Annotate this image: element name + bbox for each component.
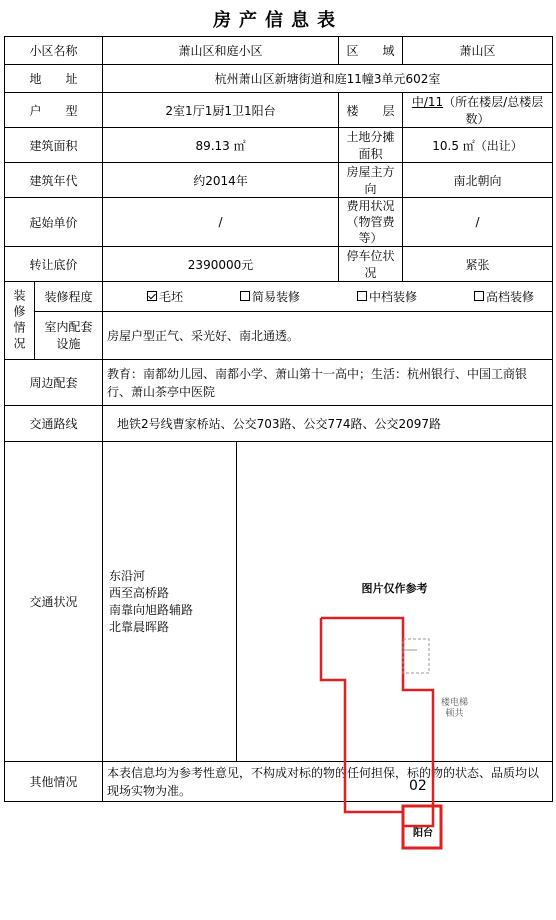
indoor-value: 房屋户型正气、采光好、南北通透。 <box>103 312 553 360</box>
decor-options <box>103 282 553 312</box>
row-area <box>5 128 553 163</box>
region-label: 区 域 <box>339 37 403 65</box>
other-label: 其他情况 <box>5 762 103 802</box>
floor-plan-drawing <box>237 602 551 920</box>
orientation-label: 房屋主方向 <box>339 163 403 198</box>
decor-option[interactable] <box>357 288 417 305</box>
decor-option[interactable] <box>474 288 534 305</box>
row-community <box>5 37 553 65</box>
community-value: 萧山区和庭小区 <box>103 37 339 65</box>
other-value: 本表信息均为参考性意见，不构成对标的物的任何担保，标的物的状态、品质均以现场实物为准。 <box>103 762 553 802</box>
checked-box-icon[interactable] <box>147 291 157 301</box>
year-label: 建筑年代 <box>5 163 103 198</box>
decor-level-label: 装修程度 <box>35 282 103 312</box>
route-value: 地铁2号线曹家桥站、公交703路、公交774路、公交2097路 <box>103 406 553 442</box>
decor-group-label <box>5 282 35 360</box>
row-route <box>5 406 553 442</box>
stair-outline <box>403 639 429 673</box>
balcony-label: 阳台 <box>413 827 434 839</box>
nearby-value: 教育：南都幼儿园、南都小学、萧山第十一高中；生活：杭州银行、中国工商银行、萧山茶亭中医院 <box>103 360 553 406</box>
floor-value-note: （所在楼层/总楼层数） <box>443 95 544 126</box>
layout-value: 2室1厅1厨1卫1阳台 <box>103 93 339 128</box>
page-title: 房产信息表 <box>213 10 343 31</box>
year-value: 约2014年 <box>103 163 339 198</box>
checkbox-icon[interactable] <box>474 291 484 301</box>
fee-label <box>339 198 403 247</box>
row-address <box>5 65 553 93</box>
area-value: 89.13 ㎡ <box>103 128 339 163</box>
community-label: 小区名称 <box>5 37 103 65</box>
traffic-label: 交通状况 <box>5 442 103 762</box>
route-label: 交通路线 <box>5 406 103 442</box>
parking-value: 紧张 <box>403 247 553 282</box>
traffic-lines <box>103 442 237 762</box>
row-indoor <box>5 312 553 360</box>
orientation-value: 南北朝向 <box>403 163 553 198</box>
decor-group-text: 装修情况 <box>12 288 26 353</box>
traffic-line: 西至高桥路 <box>109 585 170 600</box>
decor-option-label: 高档装修 <box>486 290 535 304</box>
address-label: 地 址 <box>5 65 103 93</box>
decor-option[interactable] <box>147 288 183 305</box>
indoor-label: 室内配套设施 <box>35 312 103 360</box>
row-traffic <box>5 442 553 762</box>
traffic-line: 东沿河 <box>109 568 146 583</box>
nearby-label: 周边配套 <box>5 360 103 406</box>
decor-option-label: 中档装修 <box>369 290 418 304</box>
start-price-value: / <box>103 198 339 247</box>
row-start-price <box>5 198 553 247</box>
address-value: 杭州萧山区新塘街道和庭11幢3单元602室 <box>103 65 553 93</box>
row-decor-level <box>5 282 553 312</box>
traffic-line: 南靠向旭路辅路 <box>109 602 194 617</box>
area-label: 建筑面积 <box>5 128 103 163</box>
floor-value <box>403 93 553 128</box>
floor-value-main: 中/11 <box>411 95 444 109</box>
floor-label: 楼 层 <box>339 93 403 128</box>
fee-label-line1: 费用状况 <box>346 199 395 213</box>
region-value: 萧山区 <box>403 37 553 65</box>
land-label: 土地分摊面积 <box>339 128 403 163</box>
property-info-table <box>4 36 553 839</box>
layout-label: 户 型 <box>5 93 103 128</box>
fee-value: / <box>403 198 553 247</box>
row-nearby <box>5 360 553 406</box>
checkbox-icon[interactable] <box>240 291 250 301</box>
floor-plan-outline <box>321 618 433 826</box>
fee-label-line2: （物管费等） <box>346 215 395 245</box>
decor-option[interactable] <box>240 288 300 305</box>
decor-options-list <box>103 288 552 305</box>
land-value: 10.5 ㎡（出让） <box>403 128 553 163</box>
row-transfer <box>5 247 553 282</box>
parking-label: 停车位状况 <box>339 247 403 282</box>
unit-number-label: 02 <box>409 777 427 794</box>
start-price-label: 起始单价 <box>5 198 103 247</box>
decor-option-label: 毛坯 <box>159 290 184 304</box>
traffic-line: 北靠晨晖路 <box>109 619 170 634</box>
checkbox-icon[interactable] <box>357 291 367 301</box>
transfer-label: 转让底价 <box>5 247 103 282</box>
plan-caption: 图片仅作参考 <box>361 581 428 595</box>
row-layout <box>5 93 553 128</box>
row-year <box>5 163 553 198</box>
transfer-value: 2390000元 <box>103 247 339 282</box>
elevator-label: 楼电梯 顿共 <box>441 697 469 719</box>
decor-option-label: 简易装修 <box>252 290 301 304</box>
